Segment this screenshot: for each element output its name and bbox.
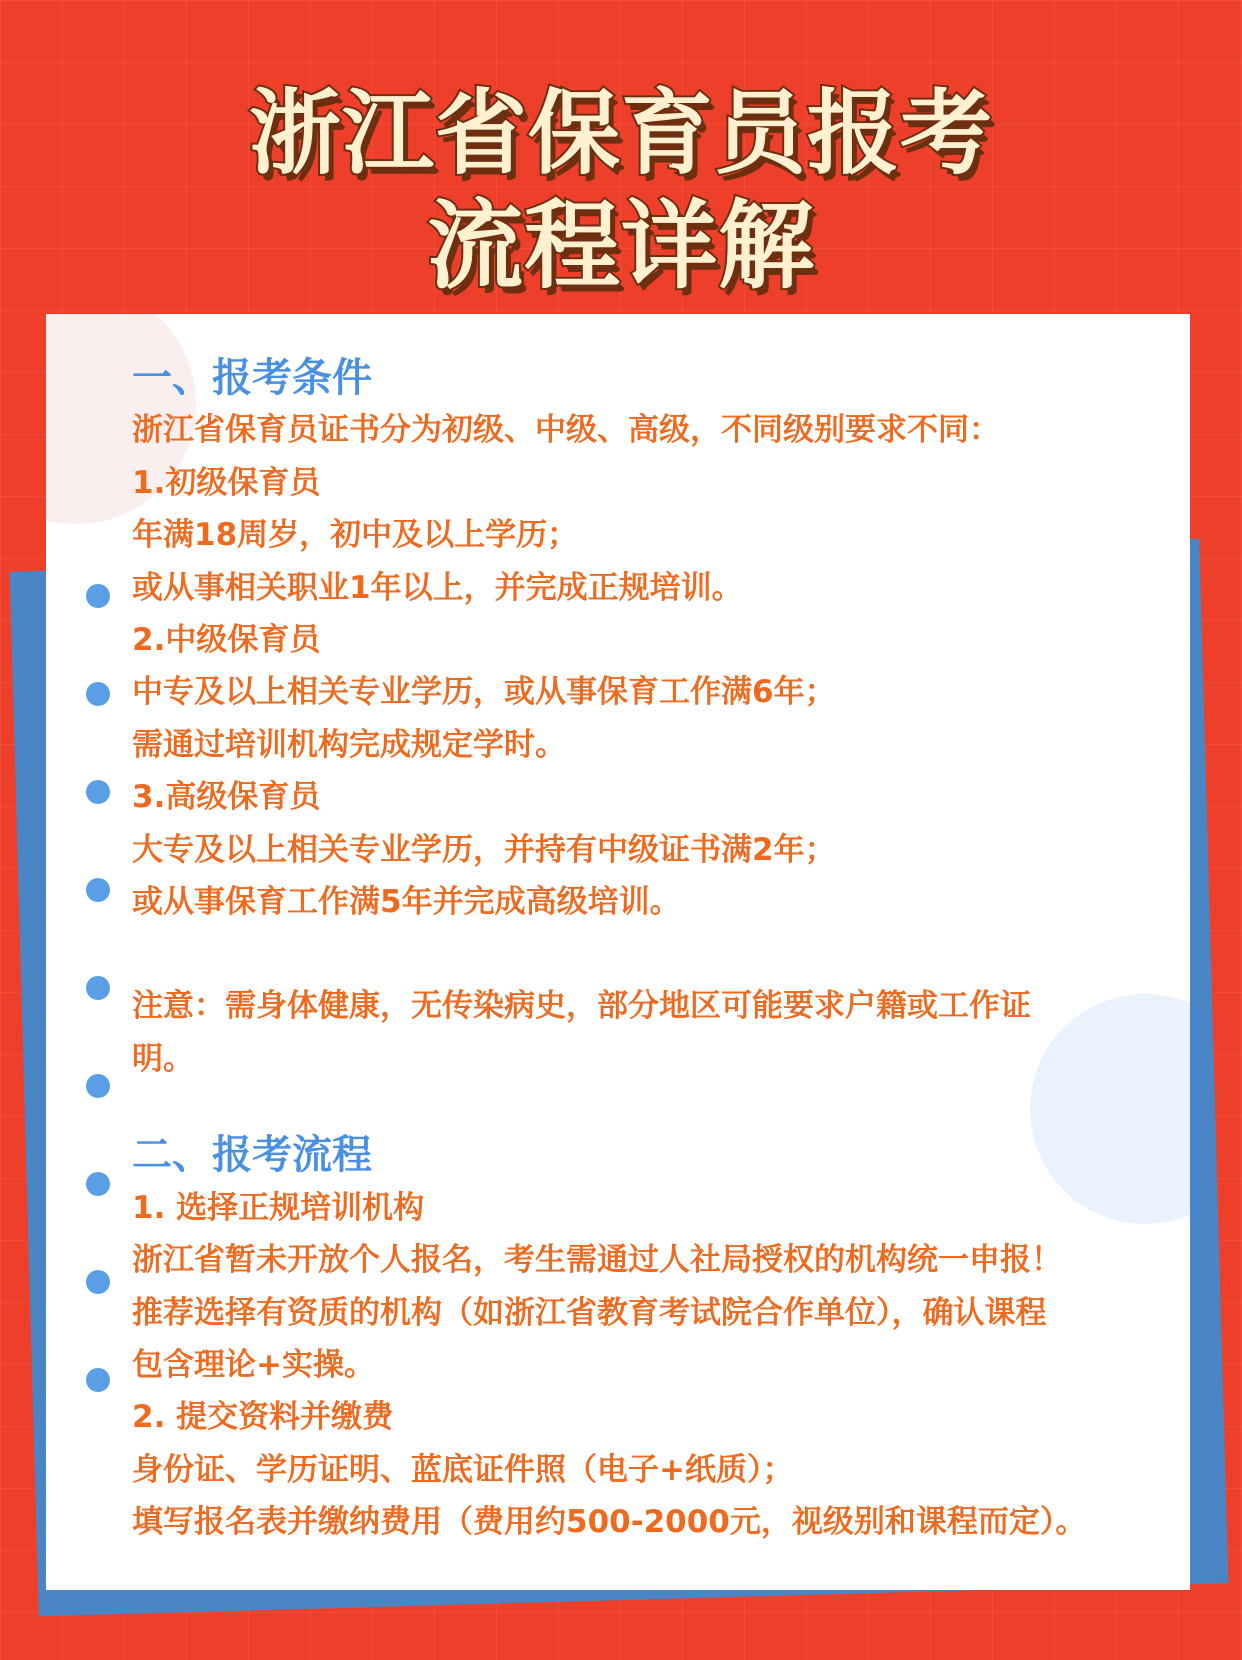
note-text: 明。 (132, 1040, 194, 1077)
title-line-2: 流程详解 (427, 190, 815, 302)
bullet-dot (86, 1172, 110, 1196)
level-text: 需通过培训机构完成规定学时。 (132, 726, 566, 763)
level-title: 2.中级保育员 (132, 622, 321, 659)
bullet-dot (86, 976, 110, 1000)
spacer (132, 1085, 1172, 1129)
level-title: 3.高级保育员 (132, 779, 321, 816)
section-heading-process: 二、报考流程 (132, 1132, 372, 1179)
title-line-1: 浙江省保育员报考 (248, 80, 993, 187)
spacer (132, 928, 1172, 980)
level-text: 或从事相关职业1年以上，并完成正规培训。 (132, 569, 743, 606)
bullet-dot (86, 682, 110, 706)
bullet-dot (86, 780, 110, 804)
note-text: 注意：需身体健康，无传染病史，部分地区可能要求户籍或工作证 (132, 988, 1031, 1025)
step-text: 包含理论+实操。 (132, 1346, 375, 1383)
bullet-dot (86, 1368, 110, 1392)
step-text: 推荐选择有资质的机构（如浙江省教育考试院合作单位），确认课程 (132, 1294, 1047, 1331)
level-text: 中专及以上相关专业学历，或从事保育工作满6年； (132, 674, 836, 711)
bullet-dot (86, 878, 110, 902)
level-text: 大专及以上相关专业学历，并持有中级证书满2年； (132, 831, 836, 868)
article-body (132, 352, 1172, 1549)
conditions-intro: 浙江省保育员证书分为初级、中级、高级，不同级别要求不同： (132, 412, 1000, 449)
page-title (0, 78, 1242, 302)
step-text: 填写报名表并缴纳费用（费用约500-2000元，视级别和课程而定）。 (132, 1504, 1087, 1541)
step-text: 浙江省暂未开放个人报名，考生需通过人社局授权的机构统一申报！ (132, 1242, 1062, 1279)
bullet-dot (86, 1270, 110, 1294)
level-text: 或从事保育工作满5年并完成高级培训。 (132, 884, 681, 921)
step-text: 身份证、学历证明、蓝底证件照（电子+纸质）； (132, 1451, 794, 1488)
level-text: 年满18周岁，初中及以上学历； (132, 517, 579, 554)
bullet-dot (86, 584, 110, 608)
level-title: 1.初级保育员 (132, 464, 321, 501)
section-heading-conditions: 一、报考条件 (132, 355, 372, 401)
bullet-dot (86, 1074, 110, 1098)
step-title: 2. 提交资料并缴费 (132, 1399, 394, 1436)
step-title: 1. 选择正规培训机构 (132, 1189, 425, 1226)
